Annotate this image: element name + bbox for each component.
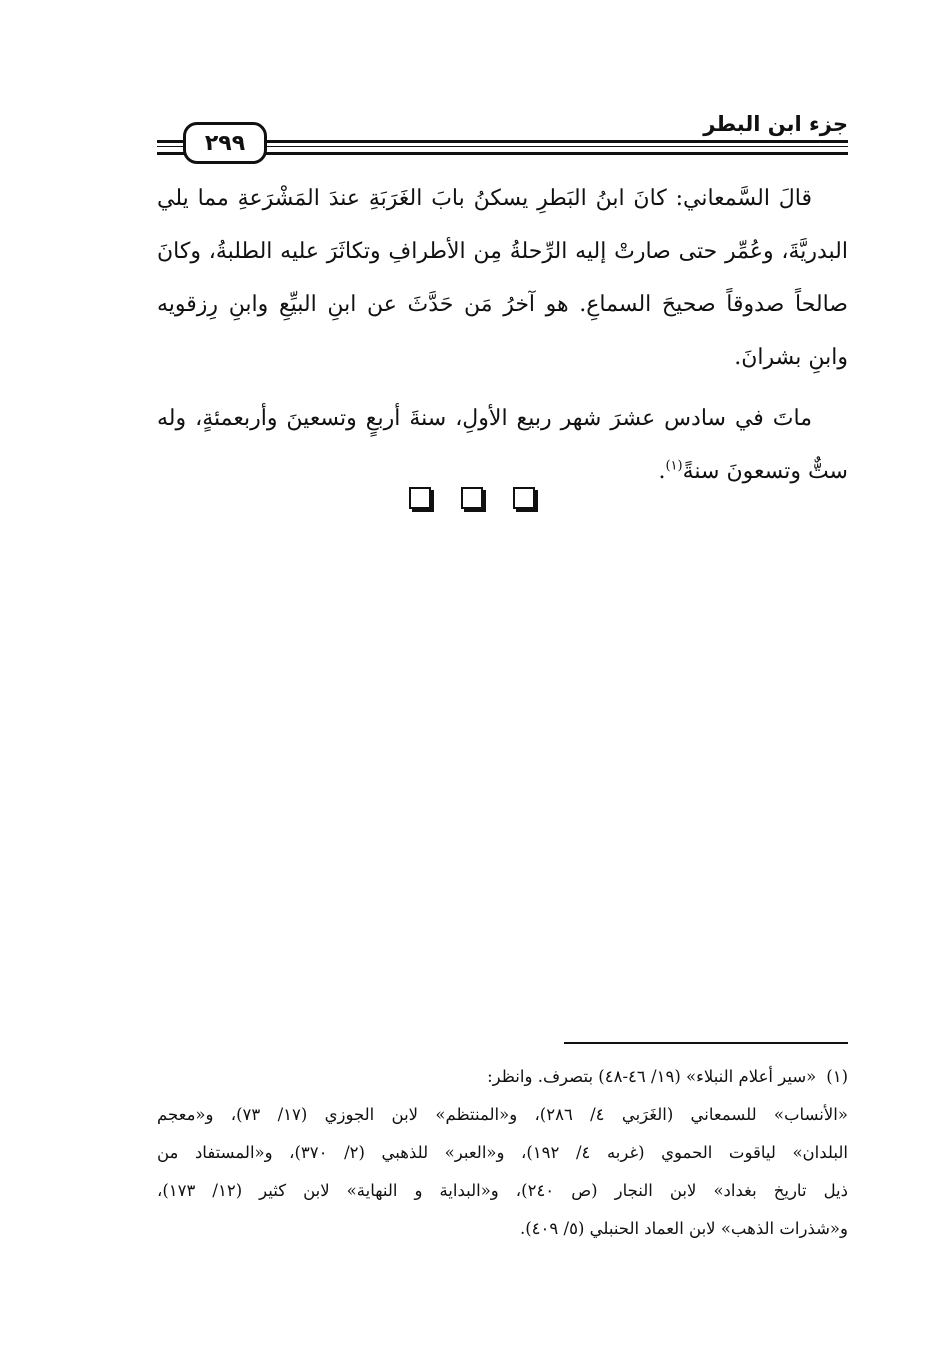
main-text: [157, 172, 848, 498]
square-ornament-icon: [513, 487, 535, 509]
paragraph: [157, 392, 848, 498]
paragraph: قالَ السَّمعاني: كانَ ابنُ البَطرِ يسكنُ بابَ الغَرَبَةِ عندَ المَشْرَعةِ مما يلي البدريَّةَ، وعُمِّر حتى صارتْ إليه الرِّحلةُ مِن الأطرافِ وتكاثَرَ عليه الطلبةُ، وكانَ صالحاً صدوقاً صحيحَ السماعِ. هو آخرُ مَن حَدَّثَ عن ابنِ البيِّعِ وابنِ رِزقويه وابنِ بشرانَ.: [157, 186, 848, 370]
footnote-line: [157, 1058, 848, 1096]
footnote-line: ذيل تاريخ بغداد» لابن النجار (ص ٢٤٠)، و«البداية و النهاية» لابن كثير (١٢/ ١٧٣)،: [157, 1181, 848, 1200]
header-rule: [266, 152, 848, 155]
closing-period: .: [658, 459, 666, 484]
header-rule: [266, 140, 848, 143]
running-title: جزء ابن البطر: [703, 112, 848, 136]
header-rule: [157, 152, 185, 155]
page-number: [183, 122, 267, 164]
square-ornament-icon: [409, 487, 431, 509]
header-rule: [266, 146, 848, 147]
section-ornament: [0, 487, 944, 509]
header-rule: [157, 146, 185, 147]
footnote-line: «الأنساب» للسمعاني (الغَرَبي ٤/ ٢٨٦)، و«المنتظم» لابن الجوزي (١٧/ ٧٣)، و«معجم: [157, 1105, 848, 1124]
footnote-reference[interactable]: (١): [665, 458, 683, 474]
footnote-marker: (١): [826, 1067, 848, 1086]
square-ornament-icon: [461, 487, 483, 509]
footnote: [157, 1058, 848, 1248]
page-number-text: ٢٩٩: [204, 130, 246, 156]
footnote-line: البلدان» لياقوت الحموي (غربه ٤/ ١٩٢)، و«العبر» للذهبي (٢/ ٣٧٠)، و«المستفاد من: [157, 1143, 848, 1162]
footnote-text: «سير أعلام النبلاء» (١٩/ ٤٦-٤٨) بتصرف. وانظر:: [487, 1067, 817, 1086]
paragraph-text: ماتَ في سادس عشرَ شهر ربيع الأولِ، سنةَ أربعٍ وتسعينَ وأربعمئةٍ، وله ستٌّ وتسعونَ سنةً: [157, 406, 848, 484]
header-rule: [157, 140, 185, 143]
footnote-separator: [564, 1042, 848, 1044]
footnote-line: و«شذرات الذهب» لابن العماد الحنبلي (٥/ ٤٠٩).: [519, 1219, 848, 1238]
